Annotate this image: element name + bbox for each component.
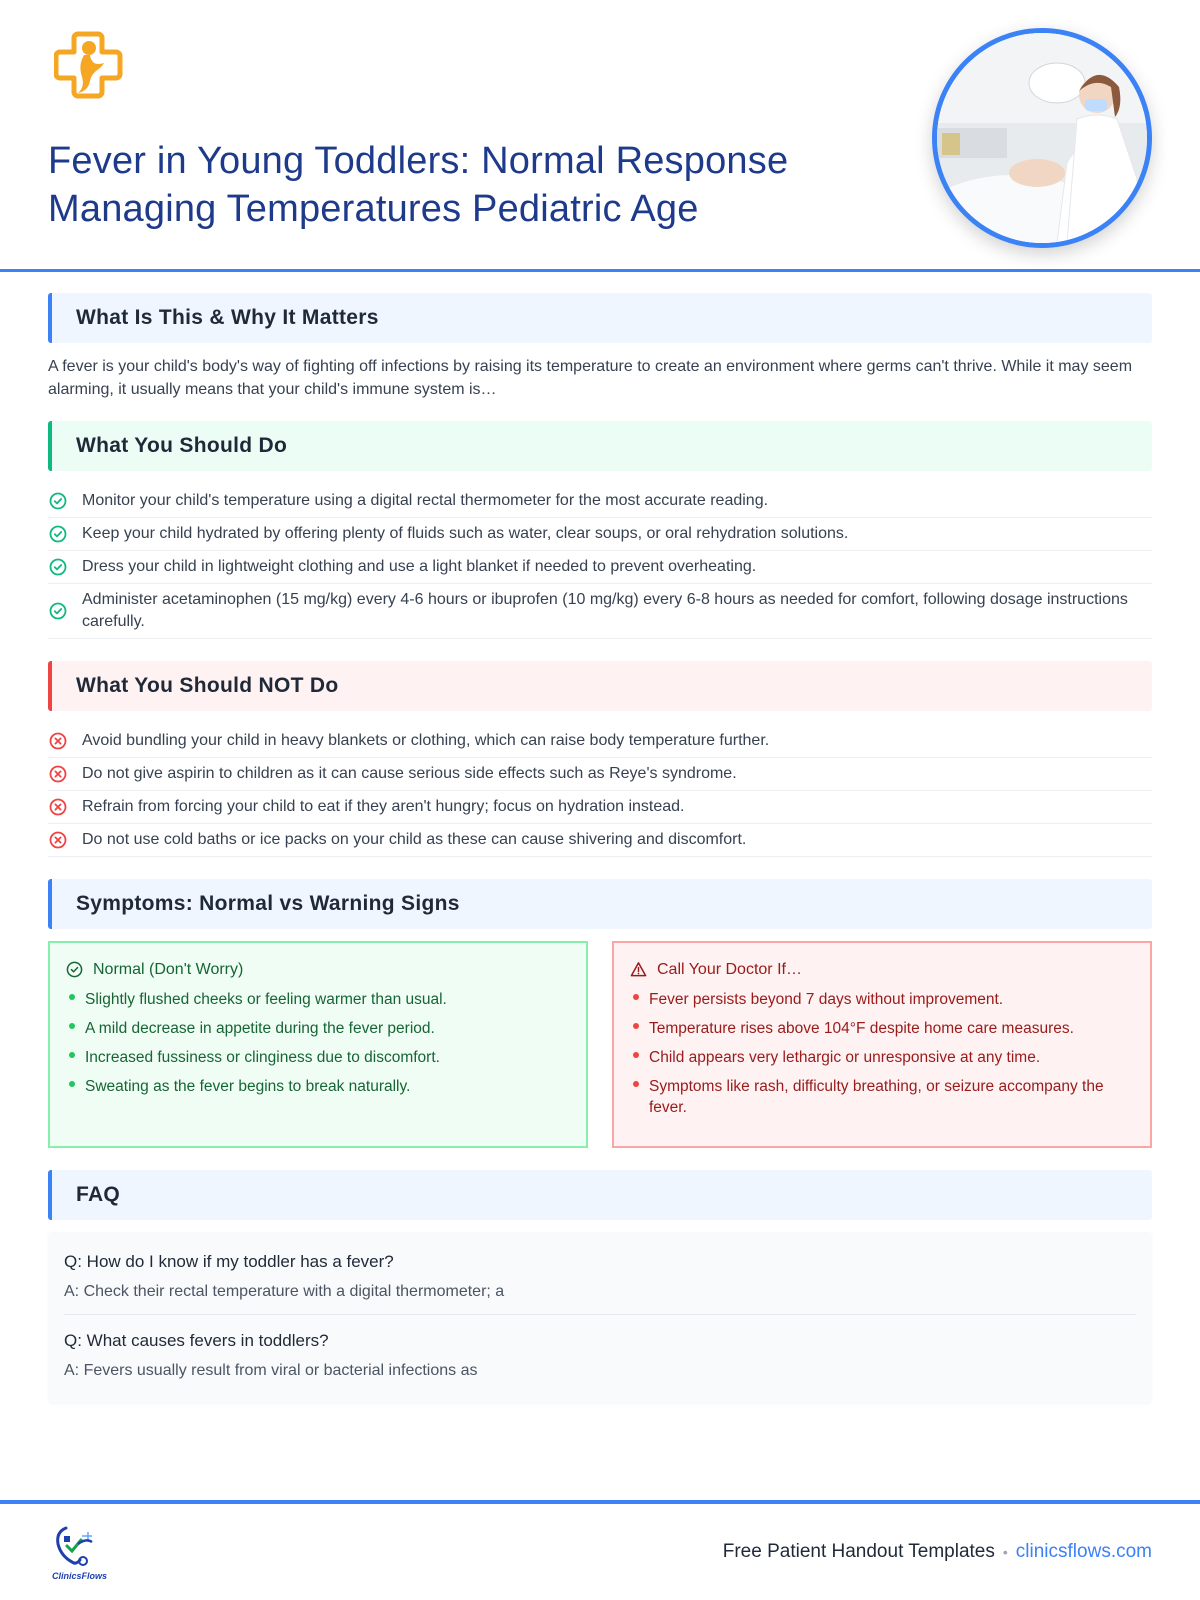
faq-question: Q: What causes fevers in toddlers? [64,1331,329,1350]
list-item [630,1076,1134,1118]
page-footer [0,1500,1200,1600]
list-item [48,518,1152,551]
warning-symptom-text: Child appears very lethargic or unresponsive at any time. [649,1049,1041,1066]
section-what [48,293,1152,401]
warning-symptoms-card [612,941,1152,1148]
bullet-dot-icon [633,994,639,1000]
bullet-dot-icon [633,1081,639,1087]
dont-item-text: Avoid bundling your child in heavy blankets or clothing, which can raise body temperature further. [82,732,770,749]
bullet-dot-icon [69,994,75,1000]
section-heading-do: What You Should Do [48,421,1152,471]
normal-symptom-text: A mild decrease in appetite during the fever period. [85,1020,435,1037]
faq-answer: A: Check their rectal temperature with a digital thermometer; a [64,1283,505,1300]
child-medical-cross-icon [54,30,124,100]
handout-content [48,293,1152,1403]
x-circle-icon [48,830,68,850]
normal-symptom-text: Slightly flushed cheeks or feeling warmer than usual. [85,991,447,1008]
list-item [66,1047,570,1068]
section-heading-symptoms: Symptoms: Normal vs Warning Signs [48,879,1152,929]
list-item [48,551,1152,584]
check-circle-icon [48,601,68,621]
x-circle-icon [48,764,68,784]
footer-tagline-text: Free Patient Handout Templates [722,1541,995,1562]
faq-answer: A: Fevers usually result from viral or bacterial infections as [64,1362,478,1379]
section-faq [48,1170,1152,1403]
check-circle-icon [66,961,84,979]
normal-card-heading: Normal (Don't Worry) [93,961,244,978]
list-item [630,1018,1134,1039]
bullet-dot-icon [633,1023,639,1029]
do-item-text: Keep your child hydrated by offering plenty of fluids such as water, clear soups, or oral rehydration solutions. [82,525,849,542]
dont-item-text: Refrain from forcing your child to eat if they aren't hungry; focus on hydration instead. [82,798,685,815]
footer-website-link[interactable]: clinicsflows.com [1015,1541,1152,1562]
section-dont [48,661,1152,857]
footer-brand: ClinicsFlows [52,1571,108,1581]
warning-symptom-text: Symptoms like rash, difficulty breathing, or seizure accompany the fever. [649,1078,1104,1116]
do-list [48,485,1152,639]
bullet-dot-icon [69,1081,75,1087]
dont-item-text: Do not use cold baths or ice packs on your child as these can cause shivering and discomfort. [82,831,747,848]
normal-symptom-text: Sweating as the fever begins to break naturally. [85,1078,411,1095]
footer-separator: • [1002,1544,1008,1560]
list-item [48,758,1152,791]
intro-paragraph: A fever is your child's body's way of fighting off infections by raising its temperature to create an environment where germs can't thrive. While it may seem alarming, it usually means that your child's immune system is… [48,358,1133,398]
check-circle-icon [48,524,68,544]
bullet-dot-icon [69,1052,75,1058]
x-circle-icon [48,731,68,751]
faq-question: Q: How do I know if my toddler has a fever? [64,1252,394,1271]
normal-symptom-text: Increased fussiness or clinginess due to discomfort. [85,1049,440,1066]
list-item [48,824,1152,857]
list-item [66,1076,570,1097]
footer-tagline [723,1541,1152,1563]
page-title [48,137,788,233]
dont-list [48,725,1152,857]
section-do [48,421,1152,639]
list-item [630,1047,1134,1068]
list-item [66,989,570,1010]
do-item-text: Monitor your child's temperature using a digital rectal thermometer for the most accurate reading. [82,492,769,509]
faq-list [48,1232,1152,1403]
bullet-dot-icon [633,1052,639,1058]
warning-card-title [630,961,1134,979]
title-line-1: Fever in Young Toddlers: Normal Response [48,140,789,182]
check-circle-icon [48,557,68,577]
warning-symptom-text: Temperature rises above 104°F despite home care measures. [649,1020,1074,1037]
hero-photo [932,28,1152,248]
page-header [0,0,1200,272]
normal-symptoms-card [48,941,588,1148]
list-item [48,791,1152,824]
warning-card-heading: Call Your Doctor If… [657,961,802,978]
do-item-text: Dress your child in lightweight clothing and use a light blanket if needed to prevent overheating. [82,558,757,575]
list-item [48,725,1152,758]
symptom-cards [48,941,1152,1148]
normal-card-title [66,961,570,979]
section-heading-what: What Is This & Why It Matters [48,293,1152,343]
warning-triangle-icon [630,961,648,979]
section-symptoms [48,879,1152,1148]
faq-item [64,1314,1136,1393]
check-circle-icon [48,491,68,511]
section-heading-dont: What You Should NOT Do [48,661,1152,711]
list-item [48,584,1152,639]
title-line-2: Managing Temperatures Pediatric Age [48,188,699,230]
bullet-dot-icon [69,1023,75,1029]
dont-item-text: Do not give aspirin to children as it can cause serious side effects such as Reye's syndrome. [82,765,737,782]
faq-item [64,1246,1136,1314]
section-heading-faq: FAQ [48,1170,1152,1220]
x-circle-icon [48,797,68,817]
list-item [630,989,1134,1010]
warning-symptom-text: Fever persists beyond 7 days without improvement. [649,991,1004,1008]
do-item-text: Administer acetaminophen (15 mg/kg) every 4-6 hours or ibuprofen (10 mg/kg) every 6-8 hours as needed for comfort, following dosage instructions carefully. [82,591,1128,630]
list-item [66,1018,570,1039]
list-item [48,485,1152,518]
